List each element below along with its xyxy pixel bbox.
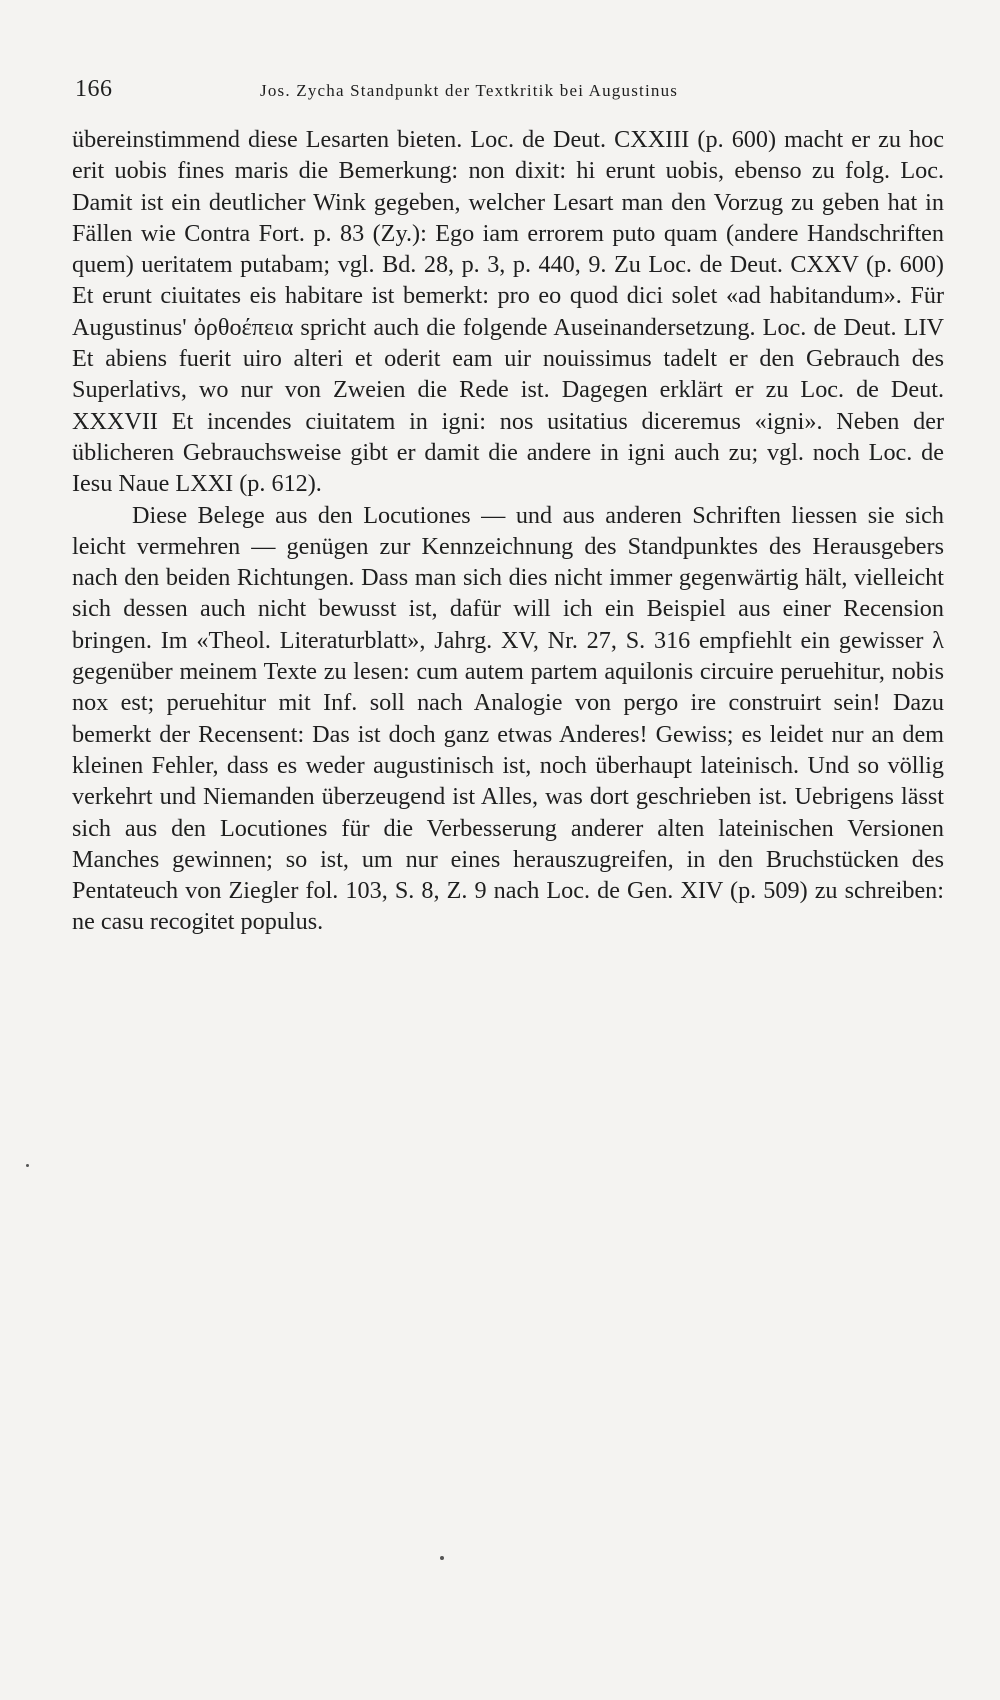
paragraph-1: übereinstimmend diese Lesarten bieten. Loc. de Deut. CXXIII (p. 600) macht er zu hoc erit uobis fines maris die Bemerkung: non dixit: hi erunt uobis, ebenso zu folg. Loc. Damit ist ein deutlicher Wink gegeben, welcher Lesart man den Vorzug zu geben hat in Fällen wie Contra Fort. p. 83 (Zy.): Ego iam errorem puto quam (andere Handschriften quem) ueritatem putabam; vgl. Bd. 28, p. 3, p. 440, 9. Zu Loc. de Deut. CXXV (p. 600) Et erunt ciuitates eis habitare ist bemerkt: pro eo quod dici solet «ad habitandum». Für Augustinus' ὀρθοέπεια spricht auch die folgende Auseinandersetzung. Loc. de Deut. LIV Et abiens fuerit uiro alteri et oderit eam uir nouissimus tadelt er den Gebrauch des Superlativs, wo nur von Zweien die Rede ist. Dagegen erklärt er zu Loc. de Deut. XXXVII Et incendes ciuitatem in igni: nos usitatius diceremus «igni». Neben der üblicheren Gebrauchsweise gibt er damit die andere in igni auch zu; vgl. noch Loc. de Iesu Naue LXXI (p. 612). [72, 126, 944, 498]
speck [440, 1556, 444, 1560]
speck [26, 1164, 29, 1167]
running-head: Jos. Zycha Standpunkt der Textkritik bei Augustinus [260, 81, 679, 100]
paragraph-2: Diese Belege aus den Locutiones — und aus anderen Schriften liessen sie sich leicht vermehren — genügen zur Kennzeichnung des Standpunktes des Herausgebers nach den beiden Richtungen. Dass man sich dies nicht immer gegenwärtig hält, vielleicht sich dessen auch nicht bewusst ist, dafür will ich ein Beispiel aus einer Recension bringen. Im «Theol. Literaturblatt», Jahrg. XV, Nr. 27, S. 316 empfiehlt ein gewisser λ gegenüber meinem Texte zu lesen: cum autem partem aquilonis circuire peruehitur, nobis nox est; peruehitur mit Inf. soll nach Analogie von pergo ire construirt sein! Dazu bemerkt der Recensent: Das ist doch ganz etwas Anderes! Gewiss; es leidet nur an dem kleinen Fehler, dass es weder augustinisch ist, noch überhaupt lateinisch. Und so völlig verkehrt und Niemanden überzeugend ist Alles, was dort geschrieben ist. Uebrigens lässt sich aus den Locutiones für die Verbesserung anderer alten lateinischen Versionen Manches gewinnen; so ist, um nur eines herauszugreifen, in den Bruchstücken des Pentateuch von Ziegler fol. 103, S. 8, Z. 9 nach Loc. de Gen. XIV (p. 509) zu schreiben: ne casu recogitet populus. [72, 501, 944, 936]
body-text [72, 124, 944, 938]
page-number: 166 [75, 76, 113, 102]
page-header [75, 76, 945, 106]
